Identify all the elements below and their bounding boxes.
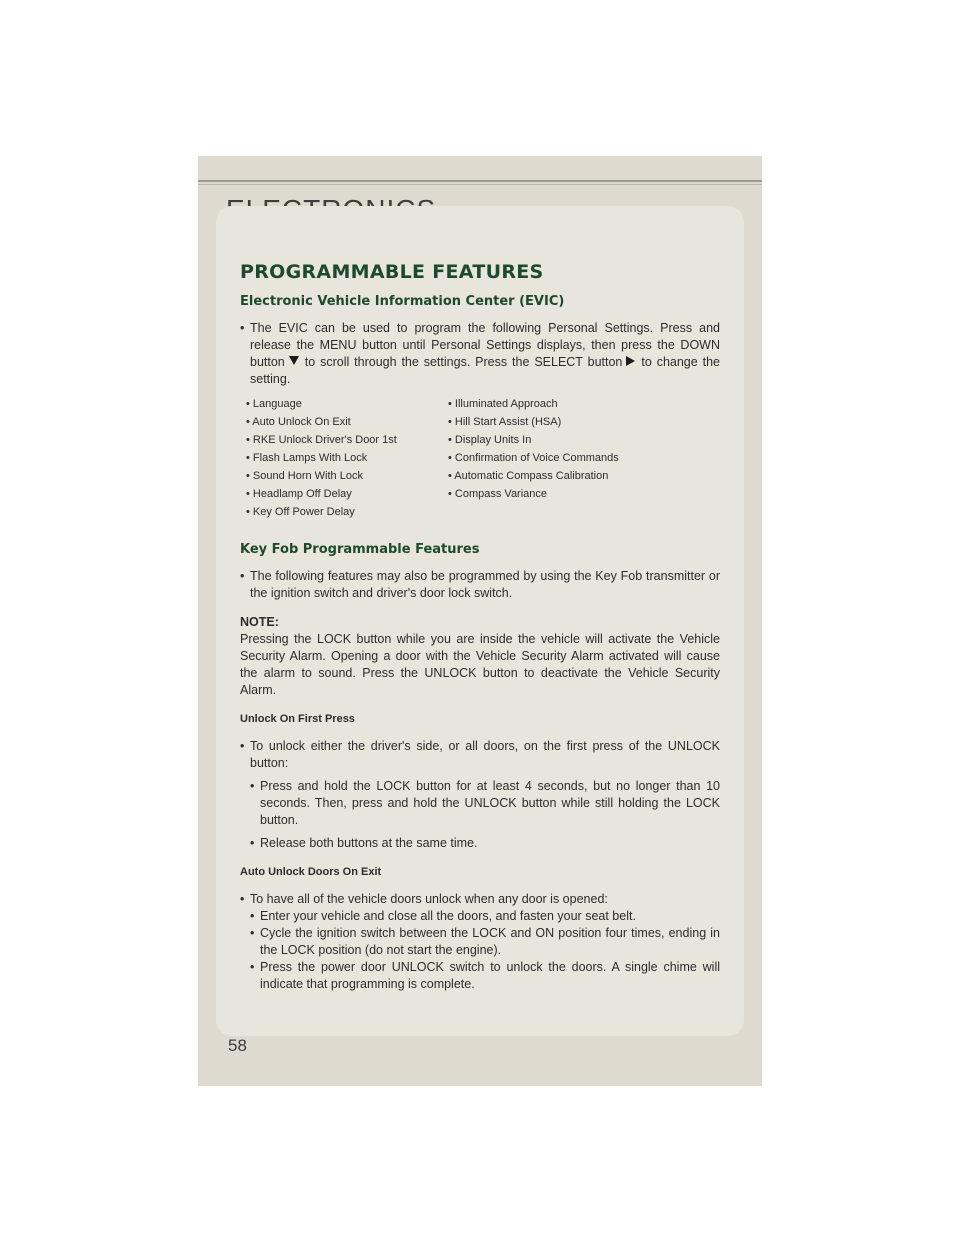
setting-item: • Auto Unlock On Exit xyxy=(246,416,351,428)
unlock-first-sub: • Press and hold the LOCK button for at least 4 seconds, but no longer than 10 seconds. Then, press and hold the UNLOCK button while still holding the LOCK button. xyxy=(250,779,720,827)
auto-unlock-bullet: • To have all of the vehicle doors unlock when any door is opened: xyxy=(240,892,608,906)
header-rule-thin xyxy=(198,184,762,185)
page-title: PROGRAMMABLE FEATURES xyxy=(240,261,544,283)
right-arrow-icon xyxy=(626,356,635,366)
setting-item: • Language xyxy=(246,398,302,410)
setting-item: • Confirmation of Voice Commands xyxy=(448,452,619,464)
setting-item: • Display Units In xyxy=(448,434,532,446)
auto-unlock-sub: • Cycle the ignition switch between the LOCK and ON position four times, ending in the LOCK position (do not start the engine). xyxy=(250,926,720,957)
header-rule xyxy=(198,180,762,182)
setting-item: • Flash Lamps With Lock xyxy=(246,452,368,464)
unlock-first-bullet: • To unlock either the driver's side, or all doors, on the first press of the UNLOCK button: xyxy=(240,739,720,770)
keyfob-heading: Key Fob Programmable Features xyxy=(240,542,480,557)
setting-item: • Sound Horn With Lock xyxy=(246,470,363,482)
manual-page xyxy=(198,156,762,1086)
setting-item: • Illuminated Approach xyxy=(448,398,558,410)
setting-item: • Headlamp Off Delay xyxy=(246,488,352,500)
setting-item: • Key Off Power Delay xyxy=(246,506,355,518)
note-text: Pressing the LOCK button while you are inside the vehicle will activate the Vehicle Security Alarm. Opening a door with the Vehicle Security Alarm activated will cause the alarm to sound. Press the UNLOCK button to deactivate the Vehicle Security Alarm. xyxy=(240,632,720,697)
setting-item: • RKE Unlock Driver's Door 1st xyxy=(246,434,397,446)
unlock-first-heading: Unlock On First Press xyxy=(240,713,355,725)
evic-intro: • The EVIC can be used to program the following Personal Settings. Press and release the MENU button until Personal Settings displays, then press the DOWN button to scroll through the settings. Press the SELECT button to change the setting. xyxy=(240,321,720,386)
auto-unlock-sub: • Press the power door UNLOCK switch to unlock the doors. A single chime will indicate that programming is complete. xyxy=(250,960,720,991)
setting-item: • Hill Start Assist (HSA) xyxy=(448,416,562,428)
settings-list xyxy=(240,396,720,521)
auto-unlock-sub: • Enter your vehicle and close all the doors, and fasten your seat belt. xyxy=(250,909,636,923)
auto-unlock-heading: Auto Unlock Doors On Exit xyxy=(240,866,382,878)
page-number: 58 xyxy=(228,1036,247,1055)
unlock-first-sub: • Release both buttons at the same time. xyxy=(250,836,478,850)
keyfob-bullet: • The following features may also be programmed by using the Key Fob transmitter or the ignition switch and driver's door lock switch. xyxy=(240,569,720,600)
setting-item: • Automatic Compass Calibration xyxy=(448,470,609,482)
evic-heading: Electronic Vehicle Information Center (EVIC) xyxy=(240,294,565,309)
page-content xyxy=(240,261,720,993)
down-arrow-icon xyxy=(289,356,299,365)
setting-item: • Compass Variance xyxy=(448,488,548,500)
note-label: NOTE: xyxy=(240,615,279,629)
